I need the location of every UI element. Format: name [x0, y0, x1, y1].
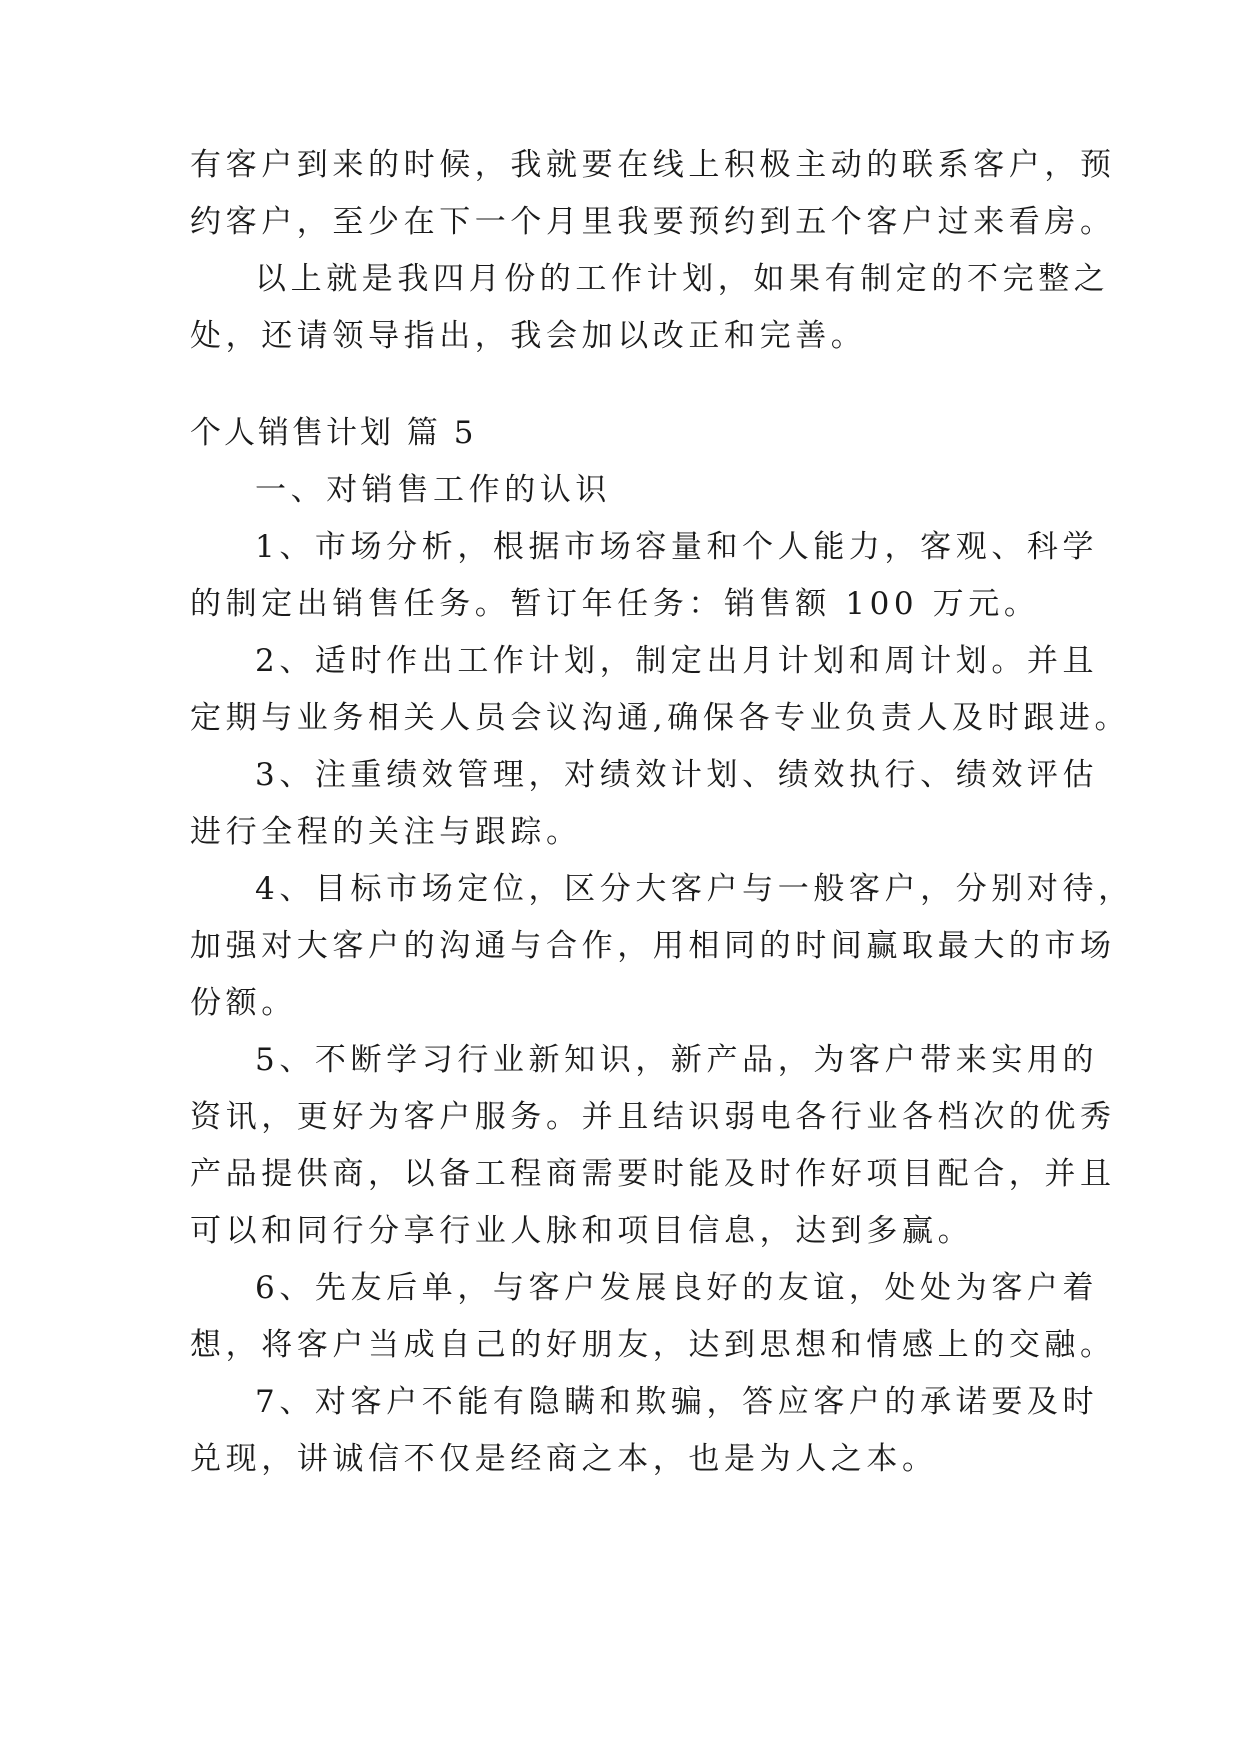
paragraph-line: 的制定出销售任务。暂订年任务：销售额 100 万元。	[190, 586, 1040, 622]
paragraph-line: 1、市场分析，根据市场容量和个人能力，客观、科学	[255, 529, 1099, 565]
paragraph-line: 处，还请领导指出，我会加以改正和完善。	[190, 318, 867, 354]
paragraph-line: 定期与业务相关人员会议沟通,确保各专业负责人及时跟进。	[190, 700, 1131, 736]
paragraph-line: 可以和同行分享行业人脉和项目信息，达到多赢。	[190, 1213, 974, 1249]
paragraph-line: 2、适时作出工作计划，制定出月计划和周计划。并且	[255, 643, 1099, 679]
paragraph-line: 5、不断学习行业新知识，新产品，为客户带来实用的	[255, 1042, 1099, 1078]
paragraph-line: 6、先友后单，与客户发展良好的友谊，处处为客户着	[255, 1270, 1099, 1306]
paragraph-line: 加强对大客户的沟通与合作，用相同的时间赢取最大的市场	[190, 928, 1116, 964]
paragraph-line: 产品提供商，以备工程商需要时能及时作好项目配合，并且	[190, 1156, 1116, 1192]
paragraph-line: 3、注重绩效管理，对绩效计划、绩效执行、绩效评估	[255, 757, 1099, 793]
paragraph-line: 兑现，讲诚信不仅是经商之本，也是为人之本。	[190, 1441, 938, 1477]
paragraph-line: 份额。	[190, 985, 297, 1021]
paragraph-line: 进行全程的关注与跟踪。	[190, 814, 582, 850]
paragraph-line: 有客户到来的时候，我就要在线上积极主动的联系客户，预	[190, 147, 1116, 183]
paragraph-line: 想，将客户当成自己的好朋友，达到思想和情感上的交融。	[190, 1327, 1116, 1363]
subsection-heading: 一、对销售工作的认识	[255, 472, 611, 508]
paragraph-line: 7、对客户不能有隐瞒和欺骗，答应客户的承诺要及时	[255, 1384, 1099, 1420]
paragraph-line: 以上就是我四月份的工作计划，如果有制定的不完整之	[255, 261, 1110, 297]
paragraph-line: 资讯，更好为客户服务。并且结识弱电各行业各档次的优秀	[190, 1099, 1116, 1135]
section-heading: 个人销售计划 篇 5	[190, 415, 477, 451]
paragraph-line: 4、目标市场定位，区分大客户与一般客户，分别对待，	[255, 871, 1134, 907]
paragraph-line: 约客户，至少在下一个月里我要预约到五个客户过来看房。	[190, 204, 1116, 240]
